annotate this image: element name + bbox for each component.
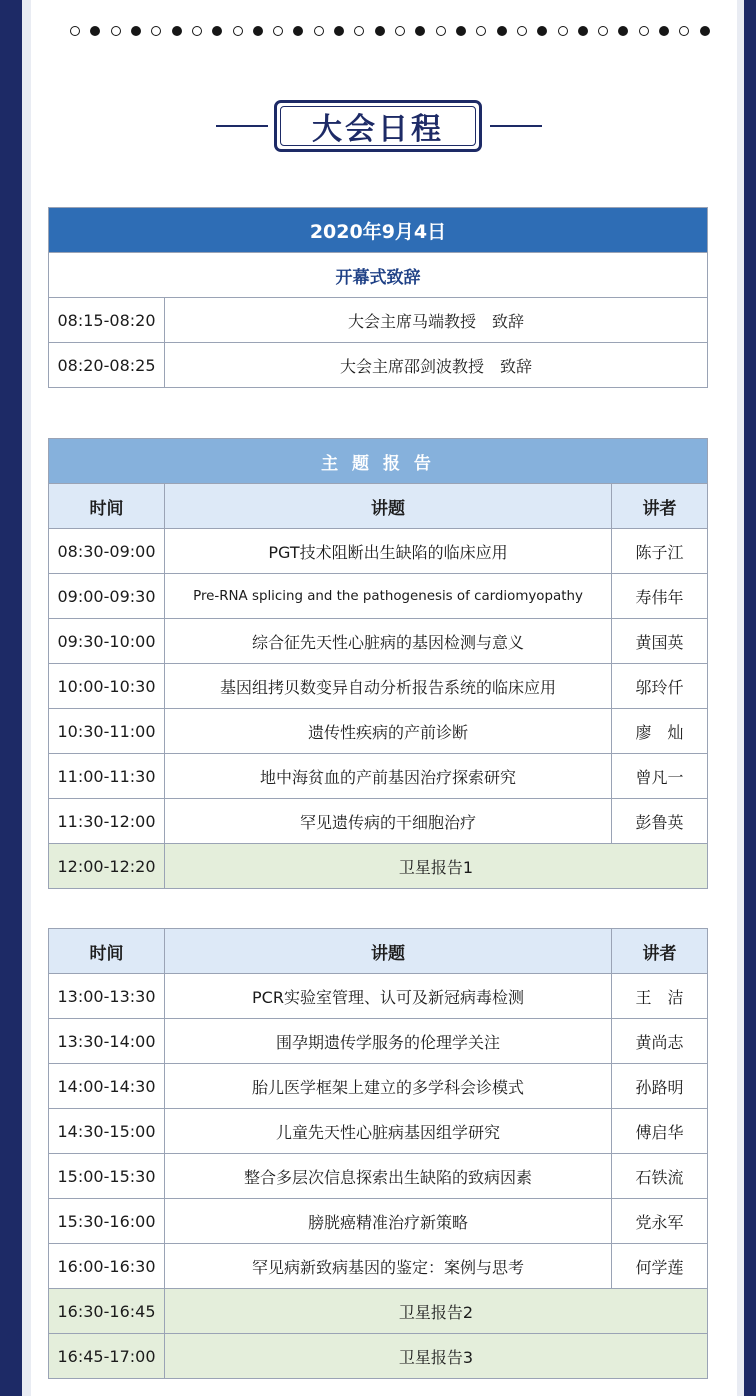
time-cell: 10:30-11:00	[49, 709, 165, 754]
header-time: 时间	[49, 484, 165, 529]
time-cell: 08:30-09:00	[49, 529, 165, 574]
header-speaker: 讲者	[611, 484, 707, 529]
filled-dot	[334, 26, 344, 36]
filled-dot	[253, 26, 263, 36]
topic-cell: 整合多层次信息探索出生缺陷的致病因素	[165, 1154, 612, 1199]
time-cell: 09:00-09:30	[49, 574, 165, 619]
table-row	[49, 619, 708, 664]
speaker-cell: 陈子江	[611, 529, 707, 574]
table-row	[49, 664, 708, 709]
topic-cell: PCR实验室管理、认可及新冠病毒检测	[165, 974, 612, 1019]
speaker-cell: 孙路明	[612, 1064, 708, 1109]
topic-cell: 基因组拷贝数变异自动分析报告系统的临床应用	[165, 664, 612, 709]
topic-cell: 大会主席邵剑波教授 致辞	[165, 343, 708, 388]
filled-dot	[578, 26, 588, 36]
hollow-dot	[273, 26, 283, 36]
time-cell: 14:30-15:00	[49, 1109, 165, 1154]
satellite-row	[49, 1289, 708, 1334]
table-row	[49, 343, 708, 388]
header-time: 时间	[49, 929, 165, 974]
table-row	[49, 709, 708, 754]
filled-dot	[415, 26, 425, 36]
time-cell: 14:00-14:30	[49, 1064, 165, 1109]
table-row	[49, 974, 708, 1019]
keynote-table	[48, 438, 708, 889]
time-cell: 10:00-10:30	[49, 664, 165, 709]
page-title: 大会日程	[280, 106, 476, 146]
topic-cell: 地中海贫血的产前基因治疗探索研究	[165, 754, 612, 799]
time-cell: 16:45-17:00	[49, 1334, 165, 1379]
hollow-dot	[639, 26, 649, 36]
topic-cell: 围孕期遗传学服务的伦理学关注	[165, 1019, 612, 1064]
hollow-dot	[70, 26, 80, 36]
hollow-dot	[558, 26, 568, 36]
band-row	[49, 439, 708, 484]
time-cell: 11:30-12:00	[49, 799, 165, 844]
time-cell: 13:00-13:30	[49, 974, 165, 1019]
filled-dot	[456, 26, 466, 36]
hollow-dot	[436, 26, 446, 36]
right-border	[744, 0, 756, 1396]
left-border-inner	[22, 0, 31, 1396]
table-row	[49, 298, 708, 343]
opening-section-title: 开幕式致辞	[49, 253, 708, 298]
hollow-dot	[598, 26, 608, 36]
title-rule-right	[490, 125, 542, 127]
speaker-cell: 曾凡一	[611, 754, 707, 799]
table-row	[49, 1244, 708, 1289]
speaker-cell: 黄尚志	[612, 1019, 708, 1064]
time-cell: 13:30-14:00	[49, 1019, 165, 1064]
hollow-dot	[111, 26, 121, 36]
speaker-cell: 彭鲁英	[611, 799, 707, 844]
table-row	[49, 754, 708, 799]
time-cell: 16:30-16:45	[49, 1289, 165, 1334]
table-row	[49, 1019, 708, 1064]
page-title-block	[0, 96, 756, 156]
satellite-label: 卫星报告1	[165, 844, 708, 889]
time-cell: 12:00-12:20	[49, 844, 165, 889]
date-row	[49, 208, 708, 253]
speaker-cell: 黄国英	[611, 619, 707, 664]
table-row	[49, 529, 708, 574]
table-row	[49, 1199, 708, 1244]
filled-dot	[172, 26, 182, 36]
speaker-cell: 党永军	[612, 1199, 708, 1244]
filled-dot	[293, 26, 303, 36]
speaker-cell: 寿伟年	[611, 574, 707, 619]
filled-dot	[659, 26, 669, 36]
column-header-row	[49, 929, 708, 974]
filled-dot	[537, 26, 547, 36]
hollow-dot	[192, 26, 202, 36]
filled-dot	[497, 26, 507, 36]
title-badge	[274, 100, 482, 152]
right-border-inner	[737, 0, 744, 1396]
speaker-cell: 邬玲仟	[611, 664, 707, 709]
time-cell: 08:15-08:20	[49, 298, 165, 343]
speaker-cell: 石铁流	[612, 1154, 708, 1199]
topic-cell: 儿童先天性心脏病基因组学研究	[165, 1109, 612, 1154]
table-row	[49, 799, 708, 844]
column-header-row	[49, 484, 708, 529]
filled-dot	[618, 26, 628, 36]
speaker-cell: 王 洁	[612, 974, 708, 1019]
filled-dot	[131, 26, 141, 36]
time-cell: 16:00-16:30	[49, 1244, 165, 1289]
time-cell: 15:30-16:00	[49, 1199, 165, 1244]
section-title-row	[49, 253, 708, 298]
satellite-label: 卫星报告3	[165, 1334, 708, 1379]
satellite-row	[49, 844, 708, 889]
afternoon-table	[48, 928, 708, 1379]
topic-cell: 遗传性疾病的产前诊断	[165, 709, 612, 754]
table-row	[49, 574, 708, 619]
hollow-dot	[354, 26, 364, 36]
speaker-cell: 何学莲	[612, 1244, 708, 1289]
filled-dot	[90, 26, 100, 36]
speaker-cell: 廖 灿	[611, 709, 707, 754]
filled-dot	[700, 26, 710, 36]
table-row	[49, 1109, 708, 1154]
hollow-dot	[151, 26, 161, 36]
topic-cell: 膀胱癌精准治疗新策略	[165, 1199, 612, 1244]
header-topic: 讲题	[165, 484, 612, 529]
keynote-band-title: 主 题 报 告	[49, 439, 708, 484]
left-border	[0, 0, 22, 1396]
topic-cell: Pre-RNA splicing and the pathogenesis of cardiomyopathy	[165, 574, 612, 619]
title-rule-left	[216, 125, 268, 127]
topic-cell: 罕见病新致病基因的鉴定：案例与思考	[165, 1244, 612, 1289]
satellite-label: 卫星报告2	[165, 1289, 708, 1334]
filled-dot	[212, 26, 222, 36]
hollow-dot	[517, 26, 527, 36]
header-topic: 讲题	[165, 929, 612, 974]
time-cell: 08:20-08:25	[49, 343, 165, 388]
dot-row-decoration	[70, 24, 710, 38]
schedule-date: 2020年9月4日	[49, 208, 708, 253]
hollow-dot	[314, 26, 324, 36]
satellite-row	[49, 1334, 708, 1379]
table-row	[49, 1154, 708, 1199]
topic-cell: 综合征先天性心脏病的基因检测与意义	[165, 619, 612, 664]
hollow-dot	[395, 26, 405, 36]
topic-cell: 罕见遗传病的干细胞治疗	[165, 799, 612, 844]
time-cell: 15:00-15:30	[49, 1154, 165, 1199]
speaker-cell: 傅启华	[612, 1109, 708, 1154]
table-row	[49, 1064, 708, 1109]
header-speaker: 讲者	[612, 929, 708, 974]
hollow-dot	[679, 26, 689, 36]
hollow-dot	[233, 26, 243, 36]
filled-dot	[375, 26, 385, 36]
topic-cell: 胎儿医学框架上建立的多学科会诊模式	[165, 1064, 612, 1109]
time-cell: 11:00-11:30	[49, 754, 165, 799]
opening-table	[48, 207, 708, 388]
topic-cell: 大会主席马端教授 致辞	[165, 298, 708, 343]
topic-cell: PGT技术阻断出生缺陷的临床应用	[165, 529, 612, 574]
hollow-dot	[476, 26, 486, 36]
time-cell: 09:30-10:00	[49, 619, 165, 664]
